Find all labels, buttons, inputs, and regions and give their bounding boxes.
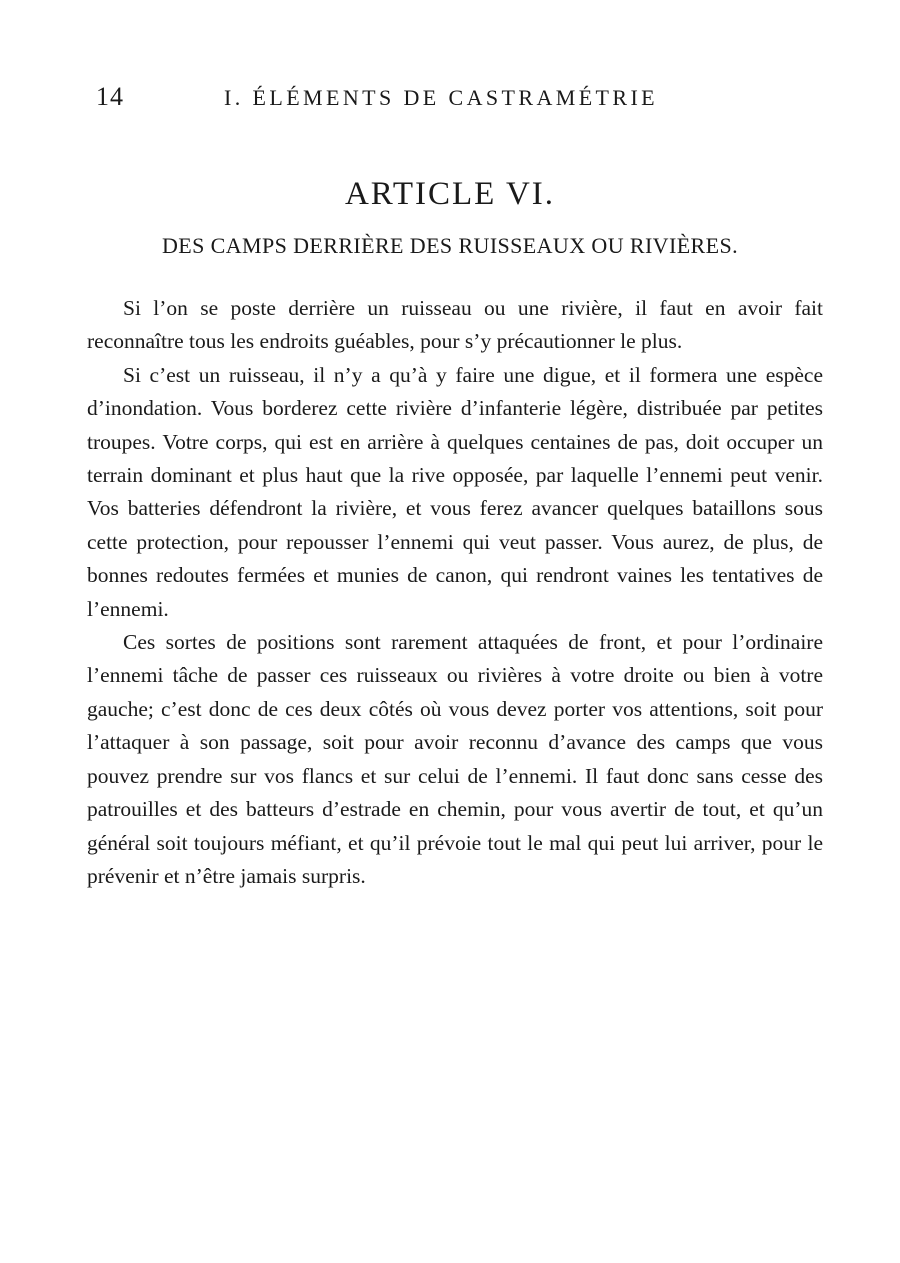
running-head [96, 82, 816, 116]
paragraph-2: Si c’est un ruisseau, il n’y a qu’à y faire une digue, et il formera une espèce d’inondation. Vous borderez cette rivière d’infanterie légère, distribuée par petites troupes. Votre corps, qui est en arrière à quelques centaines de pas, doit occuper un terrain dominant et plus haut que la rive opposée, par laquelle l’ennemi peut venir. Vos batteries défendront la rivière, et vous ferez avancer quelques bataillons sous cette protection, pour repousser l’ennemi qui veut passer. Vous aurez, de plus, de bonnes redoutes fermées et munies de canon, qui rendront vaines les tentatives de l’ennemi. [87, 362, 823, 621]
running-title: I. ÉLÉMENTS DE CASTRAMÉTRIE [224, 85, 659, 110]
article-title: ARTICLE VI. [344, 176, 556, 212]
paragraph-1: Si l’on se poste derrière un ruisseau ou une rivière, il faut en avoir fait reconnaître tous les endroits guéables, pour s’y précautionner le plus. [87, 296, 823, 354]
paragraph-3: Ces sortes de positions sont rarement attaquées de front, et pour l’ordinaire l’ennemi tâche de passer ces ruisseaux ou rivières à votre droite ou bien à votre gauche; c’est donc de ces deux côtés où vous devez porter vos attentions, soit pour l’attaquer à son passage, soit pour avoir reconnu d’avance des camps que vous pouvez prendre sur vos flancs et sur celui de l’ennemi. Il faut donc sans cesse des patrouilles et des batteurs d’estrade en chemin, pour vous avertir de tout, et qu’un général soit toujours méfiant, et qu’il prévoie tout le mal qui peut lui arriver, pour le prévenir et n’être jamais surpris. [87, 630, 823, 888]
section-title: DES CAMPS DERRIÈRE DES RUISSEAUX OU RIVIÈRES. [161, 233, 738, 258]
page-number: 14 [96, 82, 124, 111]
body-text [87, 292, 823, 893]
